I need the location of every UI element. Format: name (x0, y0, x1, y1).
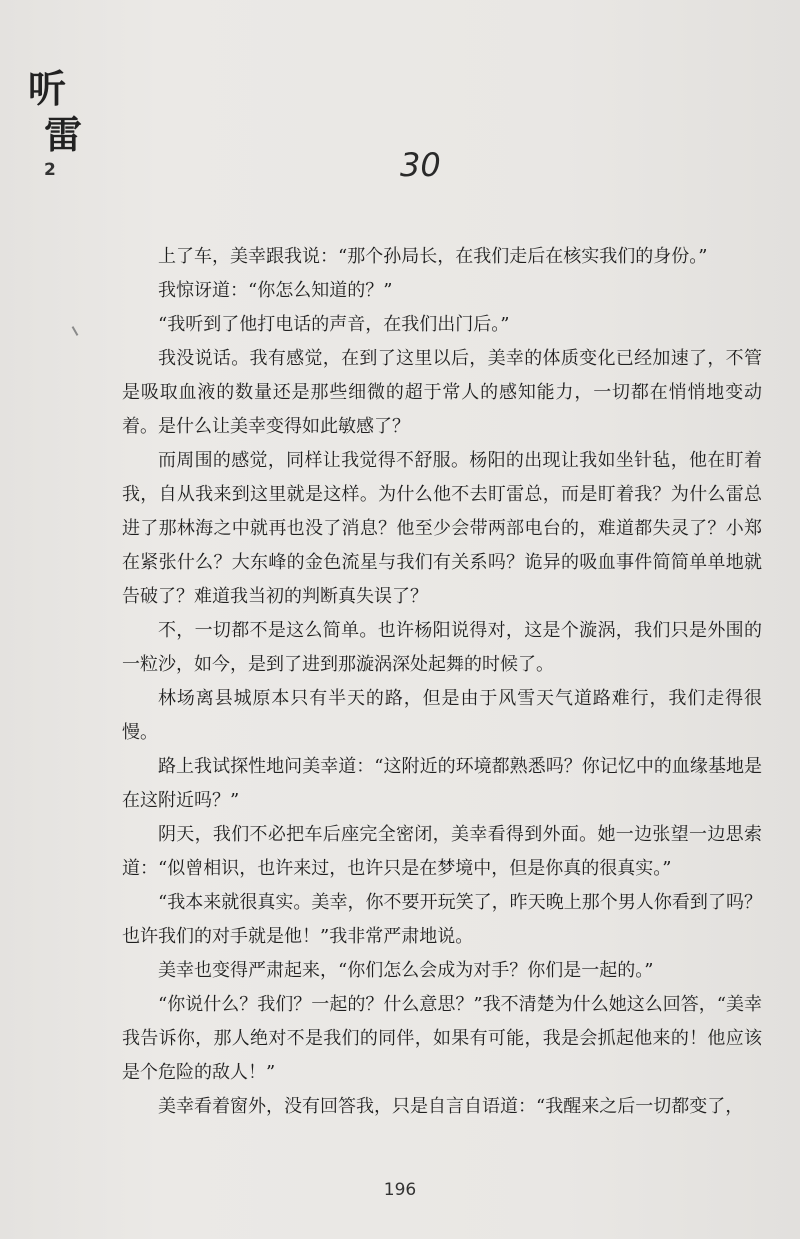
paragraph: 我没说话。我有感觉，在到了这里以后，美幸的体质变化已经加速了，不管是吸取血液的数量还是那些细微的超于常人的感知能力，一切都在悄悄地变动着。是什么让美幸变得如此敏感了？ (122, 348, 762, 437)
paragraph: 我惊讶道：“你怎么知道的？” (158, 280, 393, 301)
paragraph: 美幸看着窗外，没有回答我，只是自言自语道：“我醒来之后一切都变了， (158, 1096, 744, 1117)
paragraph: 林场离县城原本只有半天的路，但是由于风雪天气道路难行，我们走得很慢。 (122, 688, 762, 743)
book-title (28, 66, 82, 158)
page-number: 196 (383, 1180, 417, 1200)
paragraph: 而周围的感觉，同样让我觉得不舒服。杨阳的出现让我如坐针毡，他在盯着我，自从我来到这里就是这样。为什么他不去盯雷总，而是盯着我？为什么雷总进了那林海之中就再也没了消息？他至少会带两部电台的，难道都失灵了？小郑在紧张什么？大东峰的金色流星与我们有关系吗？诡异的吸血事件简简单单地就告破了？难道我当初的判断真失误了？ (122, 450, 762, 607)
book-title-char-2: 雷 (44, 112, 83, 157)
body-text (122, 240, 762, 1124)
paragraph: 不，一切都不是这么简单。也许杨阳说得对，这是个漩涡，我们只是外围的一粒沙，如今，是到了进到那漩涡深处起舞的时候了。 (122, 620, 762, 675)
paragraph: “我本来就很真实。美幸，你不要开玩笑了，昨天晚上那个男人你看到了吗？也许我们的对手就是他！”我非常严肃地说。 (122, 892, 762, 947)
book-title-char-1: 听 (28, 66, 67, 111)
scan-speck (72, 326, 79, 336)
paragraph: “我听到了他打电话的声音，在我们出门后。” (158, 314, 510, 335)
paragraph: “你说什么？我们？一起的？什么意思？”我不清楚为什么她这么回答，“美幸我告诉你，那人绝对不是我们的同伴，如果有可能，我是会抓起他来的！他应该是个危险的敌人！” (122, 994, 762, 1083)
chapter-number: 30 (400, 146, 441, 184)
paragraph: 上了车，美幸跟我说：“那个孙局长，在我们走后在核实我们的身份。” (158, 246, 708, 267)
paragraph: 阴天，我们不必把车后座完全密闭，美幸看得到外面。她一边张望一边思索道：“似曾相识，也许来过，也许只是在梦境中，但是你真的很真实。” (122, 824, 762, 879)
volume-number: 2 (44, 160, 56, 180)
paragraph: 路上我试探性地问美幸道：“这附近的环境都熟悉吗？你记忆中的血缘基地是在这附近吗？” (122, 756, 762, 811)
paragraph: 美幸也变得严肃起来，“你们怎么会成为对手？你们是一起的。” (158, 960, 654, 981)
